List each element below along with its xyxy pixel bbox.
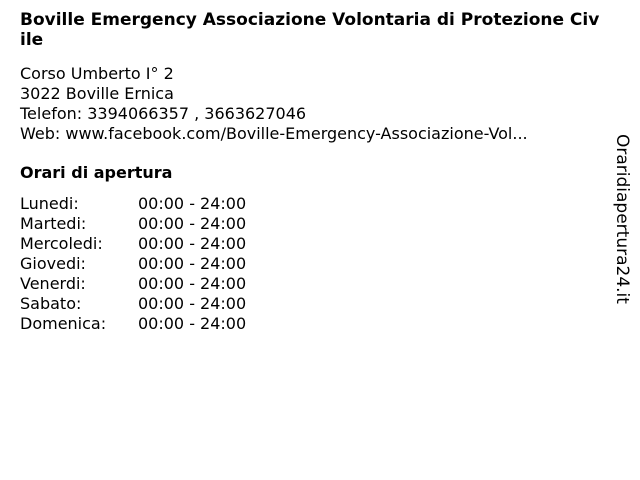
day-label: Mercoledi: bbox=[20, 234, 103, 253]
site-brand-watermark: Oraridiapertura24.it bbox=[612, 134, 632, 304]
page-title: Boville Emergency Associazione Volontaria di Protezione Civile bbox=[20, 10, 600, 50]
time-range: 00:00 - 24:00 bbox=[138, 194, 247, 213]
website-link[interactable]: Web: www.facebook.com/Boville-Emergency-Associazione-Vol... bbox=[20, 124, 528, 143]
time-range: 00:00 - 24:00 bbox=[138, 274, 247, 293]
time-range: 00:00 - 24:00 bbox=[138, 214, 247, 233]
day-label: Venerdi: bbox=[20, 274, 86, 293]
time-range: 00:00 - 24:00 bbox=[138, 234, 247, 253]
day-label: Giovedi: bbox=[20, 254, 86, 273]
city-address: 3022 Boville Ernica bbox=[20, 84, 174, 103]
time-range: 00:00 - 24:00 bbox=[138, 294, 247, 313]
day-label: Domenica: bbox=[20, 314, 107, 333]
opening-hours-heading: Orari di apertura bbox=[20, 163, 173, 182]
street-address: Corso Umberto I° 2 bbox=[20, 64, 174, 83]
day-label: Martedi: bbox=[20, 214, 87, 233]
contact-info bbox=[20, 64, 528, 144]
day-label: Sabato: bbox=[20, 294, 82, 313]
time-range: 00:00 - 24:00 bbox=[138, 254, 247, 273]
time-range: 00:00 - 24:00 bbox=[138, 314, 247, 333]
day-label: Lunedi: bbox=[20, 194, 79, 213]
phone-numbers: Telefon: 3394066357 , 3663627046 bbox=[20, 104, 307, 123]
